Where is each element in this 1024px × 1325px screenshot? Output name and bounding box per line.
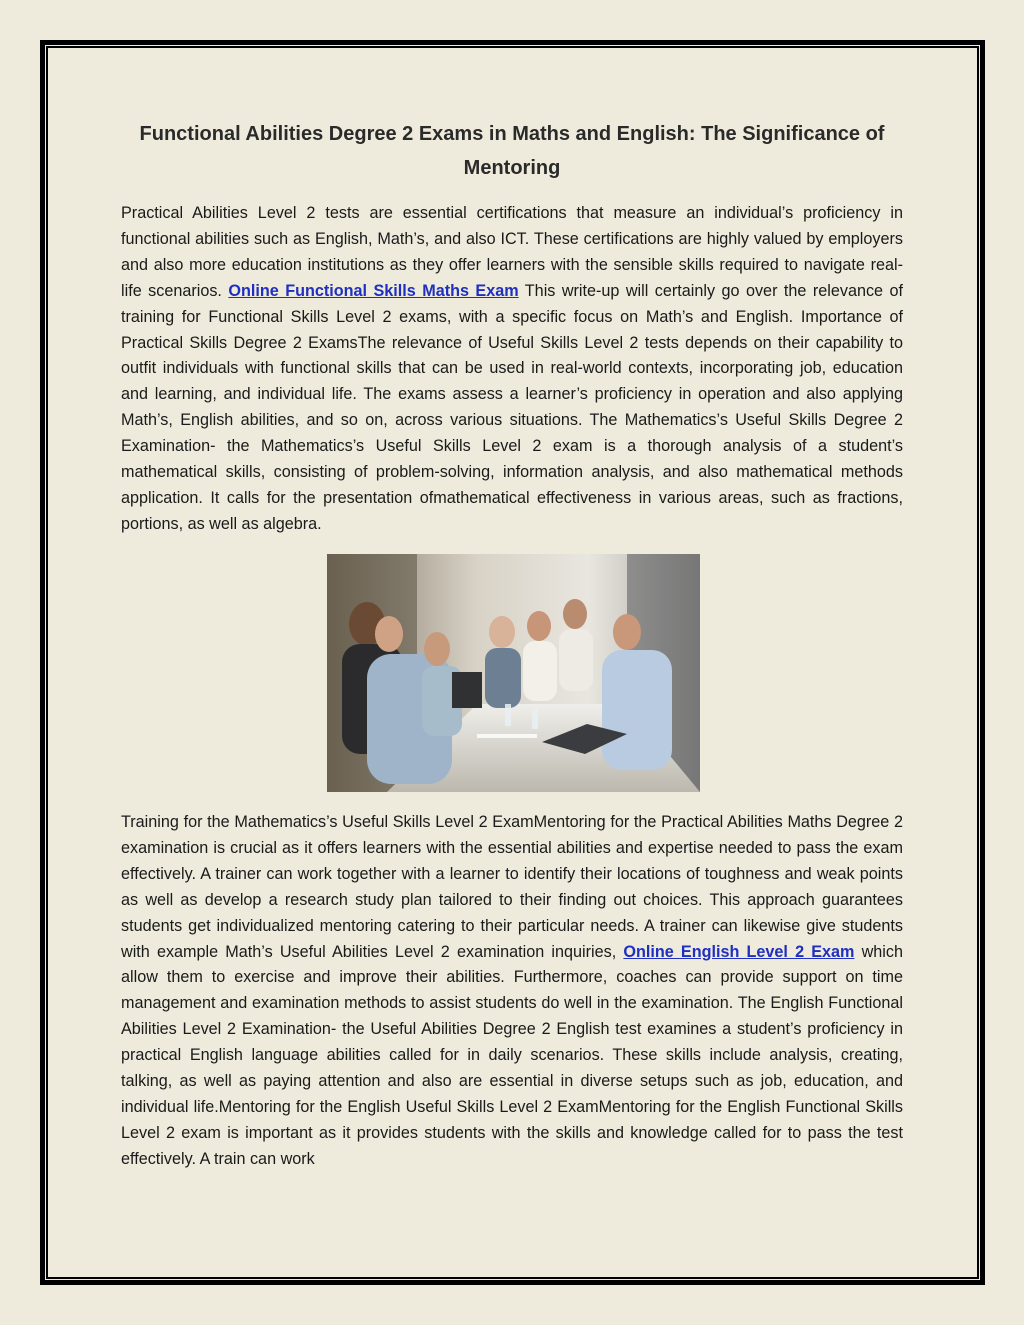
- paragraph-1-text-b: This write-up will certainly go over the relevance of training for Functional Skills Level 2 exams, with a specific focus on Math’s and English. Importance of Practical Skills Degree 2 ExamsThe relevance of Useful Skills Level 2 tests depends on their capability to outfit individuals with functional skills that can be used in real-world contexts, incorporating job, education and learning, and individual life. The exams assess a learner’s proficiency in operation and also applying Math’s, English abilities, and so on, across various situations. The Mathematics’s Useful Skills Degree 2 Examination- the Mathematics’s Useful Skills Level 2 exam is a thorough analysis of a student’s mathematical skills, consisting of problem-solving, information analysis, and also mathematical methods application. It calls for the presentation ofmathematical effectiveness in various areas, such as fractions, portions, as well as algebra.: [121, 281, 903, 533]
- paragraph-1: [121, 201, 903, 538]
- paragraph-2-text-b: which allow them to exercise and improve their abilities. Furthermore, coaches can provide support on time management and examination methods to assist students do well in the examination. The English Functional Abilities Level 2 Examination- the Useful Abilities Degree 2 English test examines a student’s proficiency in practical English language abilities called for in daily scenarios. These skills include analysis, creating, talking, as well as paying attention and also are essential in diverse setups such as job, education, and individual life.Mentoring for the English Useful Skills Level 2 ExamMentoring for the English Functional Skills Level 2 exam is important as it provides students with the skills and knowledge called for to pass the test effectively. A train can work: [121, 942, 904, 1168]
- paragraph-2: [121, 810, 903, 1173]
- meeting-photo: [327, 554, 700, 792]
- link-online-functional-skills-maths-exam[interactable]: Online Functional Skills Maths Exam: [228, 281, 519, 300]
- paragraph-2-text-a: Training for the Mathematics’s Useful Skills Level 2 ExamMentoring for the Practical Abilities Maths Degree 2 examination is crucial as it offers learners with the essential abilities and expertise needed to pass the exam effectively. A trainer can work together with a learner to identify their locations of toughness and weak points as well as develop a research study plan tailored to their finding out choices. This approach guarantees students get individualized mentoring catering to their particular needs. A trainer can likewise give students with example Math’s Useful Abilities Level 2 examination inquiries,: [121, 813, 903, 961]
- paragraph-1-text-a: Practical Abilities Level 2 tests are essential certifications that measure an individual’s proficiency in functional abilities such as English, Math’s, and also ICT. These certifications are highly valued by employers and also more education institutions as they offer learners with the sensible skills required to navigate real-life scenarios.: [121, 204, 903, 300]
- document-title: Functional Abilities Degree 2 Exams in Maths and English: The Significance of Mentoring: [139, 123, 885, 179]
- link-online-english-level-2-exam[interactable]: Online English Level 2 Exam: [623, 942, 855, 961]
